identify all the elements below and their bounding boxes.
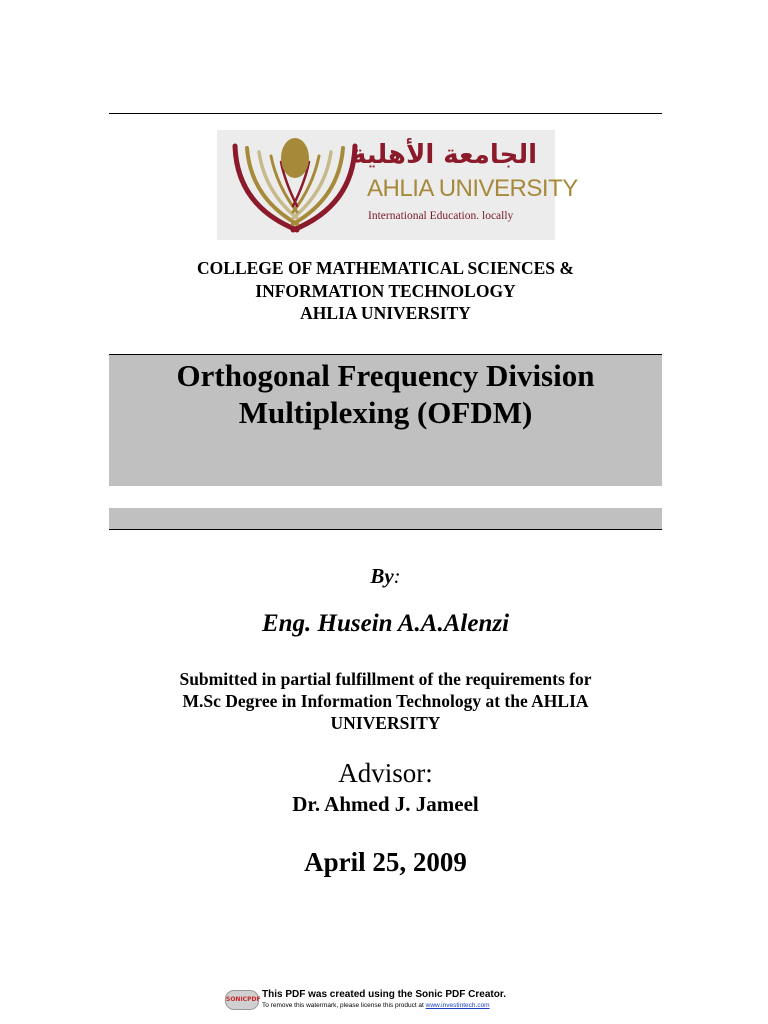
watermark-link[interactable]: www.investintech.com <box>425 1002 490 1009</box>
college-heading <box>109 257 662 325</box>
by-text: By <box>370 564 394 588</box>
logo-university-name: AHLIA UNIVERSITY <box>367 175 578 202</box>
submission-line-2: M.Sc Degree in Information Technology at the AHLIA <box>182 691 589 711</box>
college-line-1: COLLEGE OF MATHEMATICAL SCIENCES & <box>197 258 574 278</box>
sonic-pdf-logo-icon: SONICPDF <box>225 990 259 1010</box>
advisor-name: Dr. Ahmed J. Jameel <box>292 792 479 816</box>
university-logo <box>217 130 578 240</box>
title-line-1: Orthogonal Frequency Division <box>176 358 595 393</box>
university-emblem-icon <box>225 134 365 236</box>
submission-statement <box>109 668 662 734</box>
watermark-license-text: To remove this watermark, please license this product at <box>262 1002 426 1009</box>
top-rule <box>109 113 662 114</box>
logo-arabic-name: الجامعة الأهلية <box>350 140 537 170</box>
watermark-product: Sonic PDF Creator <box>415 989 504 1000</box>
by-label <box>109 564 662 589</box>
submission-date: April 25, 2009 <box>304 847 467 877</box>
submission-line-1: Submitted in partial fulfillment of the requirements for <box>179 669 592 689</box>
pdf-watermark <box>225 989 555 1013</box>
document-title <box>109 357 662 431</box>
title-line-2: Multiplexing (OFDM) <box>238 395 533 430</box>
by-colon: : <box>393 564 401 588</box>
college-line-2: INFORMATION TECHNOLOGY <box>255 280 516 301</box>
submission-line-3: UNIVERSITY <box>330 713 441 733</box>
watermark-line-2 <box>262 1002 490 1009</box>
title-box <box>109 355 662 486</box>
college-line-3: AHLIA UNIVERSITY <box>300 303 471 323</box>
logo-tagline: International Education. locally <box>368 210 514 222</box>
author-name: Eng. Husein A.A.Alenzi <box>261 610 510 637</box>
title-bottom-rule <box>109 529 662 530</box>
watermark-prefix: This PDF was created using the <box>262 989 416 1000</box>
watermark-suffix: . <box>503 989 506 1000</box>
advisor-label: Advisor: <box>338 758 433 788</box>
watermark-line-1 <box>262 989 506 1000</box>
gray-separator-bar <box>109 508 662 529</box>
